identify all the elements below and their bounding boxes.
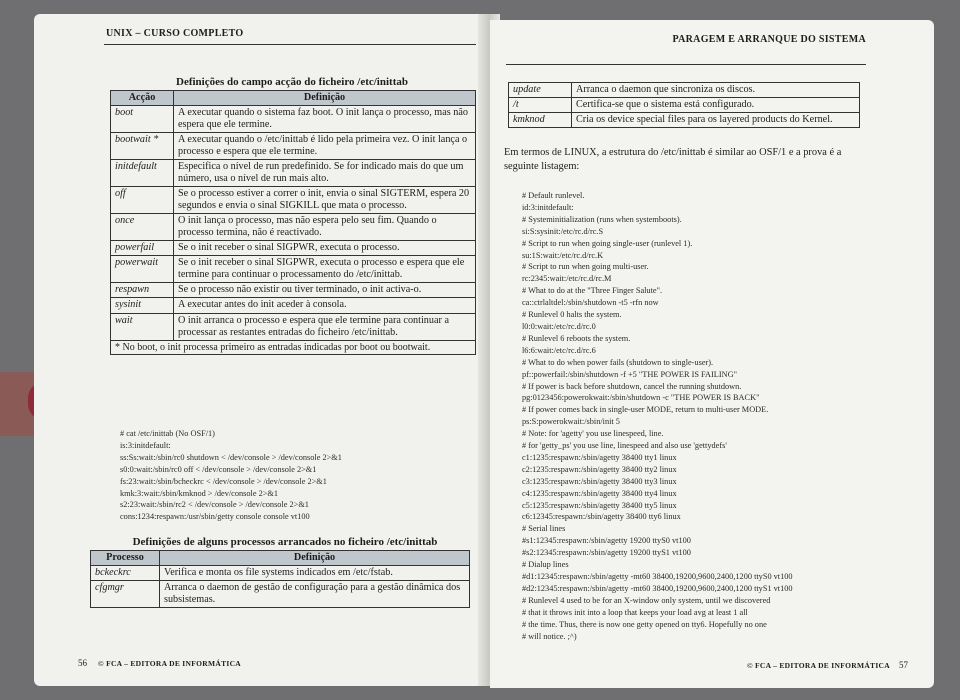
right-page <box>490 20 934 688</box>
row-key: powerwait <box>111 256 174 283</box>
row-key: /t <box>509 98 572 113</box>
table-row <box>111 133 476 160</box>
row-key: off <box>111 187 174 214</box>
row-key: update <box>509 83 572 98</box>
row-key: powerfail <box>111 241 174 256</box>
right-header-rule <box>506 64 866 65</box>
footnote-mark: * <box>115 341 120 353</box>
row-definition: Certifica-se que o sistema está configurado. <box>572 98 860 113</box>
row-definition: A executar antes do init aceder à consola. <box>174 298 476 313</box>
table-row <box>509 83 860 98</box>
footnote-text: No boot, o init processa primeiro as entradas indicadas por boot ou bootwait. <box>122 341 431 353</box>
row-definition: Arranca o daemon que sincroniza os discos. <box>572 83 860 98</box>
table-row <box>111 256 476 283</box>
row-definition: A executar quando o sistema faz boot. O init lança o processo, mas não espera que ele termine. <box>174 106 476 133</box>
row-key: cfgmgr <box>91 581 160 608</box>
row-definition: Se o processo não existir ou tiver terminado, o init activa-o. <box>174 283 476 298</box>
table2-title: Definições de alguns processos arrancados no ficheiro /etc/inittab <box>132 536 438 548</box>
inittab-action-table <box>110 90 476 355</box>
linux-inittab-listing: # Default runlevel. id:3:initdefault: # Systeminitialization (runs when systemboots). si:S:sysinit:/etc/rc.d/rc.S # Script to run when going single-user (runlevel 1). su:1S:wait:/etc/rc.d/rc.K # Script to run when going multi-user. rc:2345:wait:/etc/rc.d/rc.M # What to do at the "Three Finger Salute". ca::ctrlaltdel:/sbin/shutdown -t5 -rfn now # Runlevel 0 halts the system. l0:0:wait:/etc/rc.d/rc.0 # Runlevel 6 reboots the system. l6:6:wait:/etc/rc.d/rc.6 # What to do when power fails (shutdown to single-user). pf::powerfail:/sbin/shutdown -f +5 "THE POWER IS FAILING" # If power is back before shutdown, cancel the running shutdown. pg:0123456:powerokwait:/sbin/shutdown -c "THE POWER IS BACK" # If power comes back in single-user MODE, return to multi-user MODE. ps:S:powerokwait:/sbin/init 5 # Note: for 'agetty' you use linespeed, line. # for 'getty_ps' you use line, linespeed and also use 'gettydefs' c1:1235:respawn:/sbin/agetty 38400 tty1 linux c2:1235:respawn:/sbin/agetty 38400 tty2 linux c3:1235:respawn:/sbin/agetty 38400 tty3 linux c4:1235:respawn:/sbin/agetty 38400 tty4 linux c5:1235:respawn:/sbin/agetty 38400 tty5 linux c6:12345:respawn:/sbin/agetty 38400 tty6 linux # Serial lines #s1:12345:respawn:/sbin/agetty 19200 ttyS0 vt100 #s2:12345:respawn:/sbin/agetty 19200 ttyS1 vt100 # Dialup lines #d1:12345:respawn:/sbin/agetty -mt60 38400,19200,9600,2400,1200 ttyS0 vt100 #d2:12345:respawn:/sbin/agetty -mt60 38400,19200,9600,2400,1200 ttyS1 vt100 # Runlevel 4 used to be for an X-window only system, until we discovered # that it throws init into a loop that keeps your load avg at least 1 all # the time. Thus, there is now one getty opened on tty6. Hopefully no one # will notice. ;^) <box>522 191 793 641</box>
row-definition: Se o init receber o sinal SIGPWR, executa o processo. <box>174 241 476 256</box>
osf1-inittab-listing: # cat /etc/inittab (No OSF/1) is:3:initdefault: ss:Ss:wait:/sbin/rc0 shutdown < /dev/console > /dev/console 2>&1 s0:0:wait:/sbin/rc0 off < /dev/console > /dev/console 2>&1 fs:23:wait:/sbin/bcheckrc < /dev/console > /dev/console 2>&1 kmk:3:wait:/sbin/kmknod > /dev/console 2>&1 s2:23:wait:/sbin/rc2 < /dev/console > /dev/console 2>&1 cons:1234:respawn:/usr/sbin/getty console console vt100 <box>120 429 342 522</box>
table1-header-action: Acção <box>111 91 174 106</box>
table2-header-process: Processo <box>91 551 160 566</box>
row-definition: O init lança o processo, mas não espera pelo seu fim. Quando o processo termina, não é reactivado. <box>174 214 476 241</box>
row-key: bootwait * <box>111 133 174 160</box>
table1-footnote-row <box>111 340 476 355</box>
row-definition: Verifica e monta os file systems indicados em /etc/fstab. <box>160 566 470 581</box>
table-row <box>111 298 476 313</box>
table-row <box>509 113 860 128</box>
row-key: respawn <box>111 283 174 298</box>
table-row <box>91 581 470 608</box>
row-key: kmknod <box>509 113 572 128</box>
row-definition: O init arranca o processo e espera que ele termine para continuar a processar as restantes entradas do ficheiro /etc/inittab. <box>174 313 476 340</box>
row-key: wait <box>111 313 174 340</box>
left-page <box>34 14 490 686</box>
row-key: bckeckrc <box>91 566 160 581</box>
table1-header-definition: Definição <box>174 91 476 106</box>
table-row <box>111 160 476 187</box>
left-header-rule <box>104 44 476 45</box>
table-row <box>91 566 470 581</box>
row-key: initdefault <box>111 160 174 187</box>
table-row <box>111 313 476 340</box>
left-running-header: UNIX – CURSO COMPLETO <box>106 28 244 39</box>
table-row <box>111 106 476 133</box>
row-definition: Se o processo estiver a correr o init, envia o sinal SIGTERM, espera 20 segundos e envia o sinal SIGKILL que mata o processo. <box>174 187 476 214</box>
table-row <box>111 187 476 214</box>
table-row <box>111 214 476 241</box>
row-key: once <box>111 214 174 241</box>
row-definition: Arranca o daemon de gestão de configuração para a gestão dinâmica dos subsistemas. <box>160 581 470 608</box>
left-footer: © FCA – EDITORA DE INFORMÁTICA <box>98 659 242 668</box>
table-row <box>509 98 860 113</box>
right-processes-table <box>508 82 860 128</box>
right-page-number: 57 <box>899 660 908 670</box>
row-definition: Se o init receber o sinal SIGPWR, executa o processo e espera que ele termine para continuar o processamento do /etc/inittab. <box>174 256 476 283</box>
row-key: sysinit <box>111 298 174 313</box>
row-definition: Cria os device special files para os layered products do Kernel. <box>572 113 860 128</box>
row-definition: A executar quando o /etc/inittab é lido pela primeira vez. O init lança o processo e espera que ele termine. <box>174 133 476 160</box>
processes-table <box>90 550 470 608</box>
table-row <box>111 241 476 256</box>
row-definition: Especifica o nível de run predefinido. Se for indicado mais do que um número, usa o nível de run mais alto. <box>174 160 476 187</box>
right-running-header: PARAGEM E ARRANQUE DO SISTEMA <box>672 34 866 45</box>
linux-intro-paragraph: Em termos de LINUX, a estrutura do /etc/inittab é similar ao OSF/1 e a prova é a seguinte listagem: <box>504 147 842 172</box>
left-page-number: 56 <box>78 658 87 668</box>
table1-title: Definições do campo acção do ficheiro /etc/inittab <box>176 76 408 88</box>
row-key: boot <box>111 106 174 133</box>
right-footer: © FCA – EDITORA DE INFORMÁTICA <box>746 661 890 670</box>
table2-header-definition: Definição <box>160 551 470 566</box>
table-row <box>111 283 476 298</box>
table1-footnote <box>111 340 476 355</box>
